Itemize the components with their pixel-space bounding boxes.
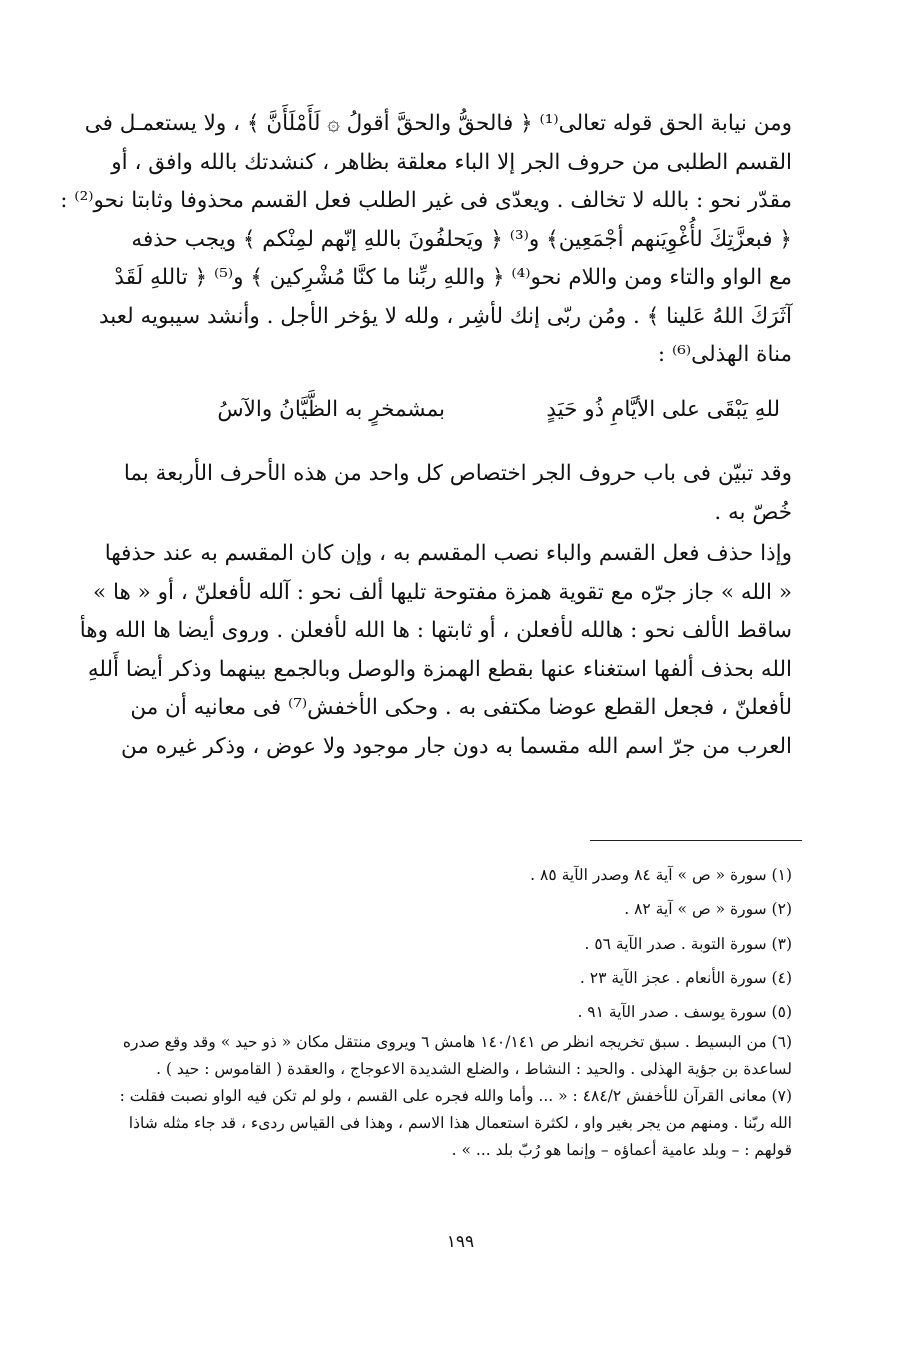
- text-line: آثَرَكَ اللهُ عَلينا ﴾ . ومُن ربّى إنك لأشِر ، ولله لا يؤخر الأجل . وأنشد سيبويه لعبد: [98, 303, 792, 329]
- verse-hemistich-2: بمشمخرٍ به الظَّيَّانُ والآسُ: [217, 397, 445, 422]
- footnote-5: (٥) سورة يوسف . صدر الآية ٩١ .: [577, 1003, 792, 1022]
- text-line: لأفعلنّ ، فجعل القطع عوضا مكتفى به . وحكى الأخفش⁽⁷⁾ فى معانيه أن من: [130, 695, 792, 720]
- paragraph-3: [79, 535, 792, 766]
- text-line: القسم الطلبى من حروف الجر إلا الباء معلقة بظاهر ، كنشدتك بالله وافق ، أو: [111, 149, 792, 175]
- text-line: ﴿ فبعزَّتِكَ لأُغْوِيَنهم أجْمَعِين﴾ و⁽³⁾ ﴿ ويَحلفُونَ باللهِ إنّهم لمِنْكم ﴾ ويجب حذفه: [131, 226, 792, 252]
- footnote-separator: [590, 840, 802, 841]
- text-line: الله بحذف ألفها استغناء عنها بقطع الهمزة والوصل وبالجمع بينهما وذكر أيضا أَللهِ: [87, 656, 792, 682]
- footnote-7-continued: الله ربّنا . ومنهم من يجر بغير واو ، لكثرة استعمال هذا الاسم ، وهذا فى القياس ردىء ، قد جاء مثله شاذا: [128, 1114, 792, 1133]
- text-line: ساقط الألف نحو : هالله لأفعلن ، أو ثابتها : ها الله لأفعلن . وروى أيضا ها الله وهأ: [79, 618, 792, 643]
- footnote-3: (٣) سورة التوبة . صدر الآية ٥٦ .: [584, 934, 792, 953]
- text-line: وقد تبيّن فى باب حروف الجر اختصاص كل واحد من هذه الأحرف الأربعة بما: [123, 461, 792, 486]
- text-line: العرب من جرّ اسم الله مقسما به دون جار موجود ولا عوض ، وذكر غيره من: [121, 733, 792, 759]
- paragraph-2: [123, 455, 792, 532]
- text-line: مناة الهذلى⁽⁶⁾ :: [657, 342, 792, 367]
- footnote-6: (٦) من البسيط . سبق تخريجه انظر ص ١٤٠/١٤١ هامش ٦ ويروى منتقل مكان « ذو حيد » وقد وقع صدره: [122, 1033, 792, 1052]
- footnote-7: (٧) معانى القرآن للأخفش ٤٨٤/٢ : « ... وأما والله فجره على القسم ، ولو لم تكن فيه الواو نصبت فقلت :: [119, 1087, 792, 1106]
- footnote-4: (٤) سورة الأنعام . عجز الآية ٢٣ .: [579, 968, 792, 987]
- text-line: خُصّ به .: [714, 499, 792, 525]
- text-line: ومن نيابة الحق قوله تعالى⁽¹⁾ ﴿ فالحقُّ والحقَّ أقولُ ۞ لَأَمْلَأَنَّ ﴾ ، ولا يستعمـل فى: [84, 111, 792, 136]
- verse-hemistich-1: للهِ يَبْقَى على الأيَّامِ ذُو حَيَدٍ: [546, 397, 780, 422]
- page-number: ١٩٩: [446, 1232, 475, 1252]
- text-line: « الله » جاز جرّه مع تقوية همزة مفتوحة تليها ألف نحو : آلله لأفعلنّ ، أو « ها »: [92, 579, 792, 605]
- poetry-verse: [160, 390, 780, 430]
- text-line: مقدّر نحو : بالله لا تخالف . ويعدّى فى غير الطلب فعل القسم محذوفا وثابتا نحو⁽²⁾ :: [60, 188, 792, 213]
- text-line: مع الواو والتاء ومن واللام نحو⁽⁴⁾ ﴿ واللهِ ربِّنا ما كنَّا مُشْرِكين ﴾ و⁽⁵⁾ ﴿ تاللهِ لَقَدْ: [114, 265, 792, 290]
- footnote-1: (١) سورة « ص » آية ٨٤ وصدر الآية ٨٥ .: [530, 866, 792, 884]
- footnote-2: (٢) سورة « ص » آية ٨٢ .: [624, 900, 792, 919]
- text-line: وإذا حذف فعل القسم والباء نصب المقسم به ، وإن كان المقسم به عند حذفها: [104, 541, 792, 566]
- footnote-7-continued: قولهم : – وبلد عامية أعماؤه – وإنما هو رُبّ بلد ... » .: [451, 1141, 792, 1160]
- footnote-6-continued: لساعدة بن جؤية الهذلى . والحيد : النشاط ، والضلع الشديدة الاعوجاج ، والعقدة ( القاموس : حيد ) .: [156, 1060, 792, 1079]
- footnotes: [119, 858, 792, 1164]
- paragraph-1: [60, 105, 792, 375]
